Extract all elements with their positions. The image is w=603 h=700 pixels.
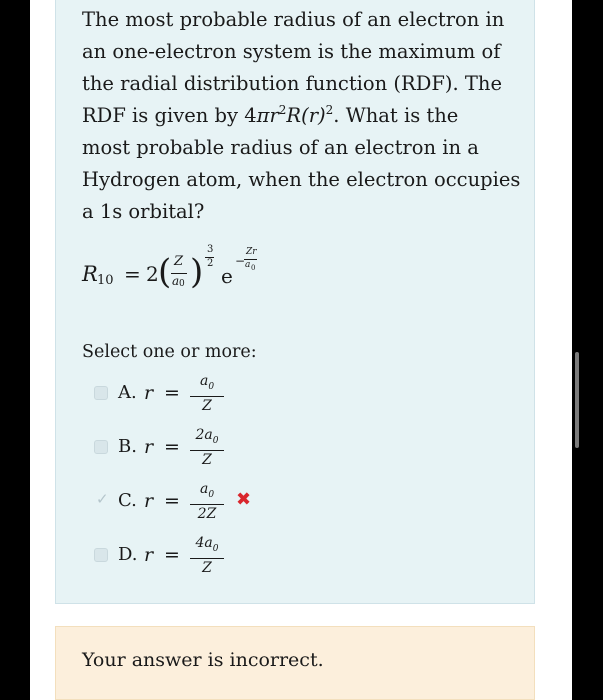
formula-minus: − [235, 254, 246, 268]
question-line-1: The most probable radius of an electron in [82, 8, 505, 31]
formula-exp2-denominator: a [245, 260, 251, 270]
formula-right-paren: ) [190, 252, 204, 292]
option-c[interactable] [94, 480, 394, 524]
question-line-4-pre: RDF is given by 4 [82, 104, 257, 127]
incorrect-cross-icon: ✖ [236, 489, 252, 510]
r-exponent: 2 [278, 103, 287, 117]
feedback-panel [55, 626, 535, 700]
option-b-num-a: 2a [195, 427, 213, 443]
option-c-num-a: a [199, 481, 209, 497]
option-b-equals: = [164, 436, 180, 458]
formula-left-paren: ( [158, 252, 172, 292]
option-a[interactable] [94, 372, 394, 416]
option-b-numerator [190, 426, 224, 451]
formula-exp2-numerator: Zr [246, 247, 257, 257]
option-d-denominator: Z [202, 559, 212, 576]
option-d-num-sub: 0 [212, 543, 219, 554]
formula-exp2-denominator-subscript: 0 [251, 264, 256, 272]
select-label: Select one or more: [82, 342, 257, 362]
option-b-fraction [190, 426, 224, 469]
formula-R: R [82, 262, 98, 286]
formula-e: e [221, 264, 233, 288]
question-line-4-post: . What is the [333, 104, 459, 127]
feedback-text: Your answer is incorrect. [82, 649, 324, 671]
option-d-equals: = [164, 544, 180, 566]
option-d-r: r [144, 544, 154, 566]
option-a-numerator [190, 372, 224, 397]
option-c-equals: = [164, 490, 180, 512]
option-d-num-a: 4a [195, 535, 213, 551]
option-b-r: r [144, 436, 154, 458]
option-d-checkbox[interactable] [94, 548, 108, 562]
option-c-numerator [190, 480, 224, 505]
option-c-letter: C. [118, 490, 137, 511]
option-a-denominator: Z [202, 397, 212, 414]
formula-frac-a-subscript: 0 [179, 279, 185, 289]
formula-exponent-denominator: 2 [207, 258, 214, 269]
question-line-5: most probable radius of an electron in a [82, 136, 479, 159]
option-d[interactable] [94, 534, 394, 578]
question-line-7: a 1s orbital? [82, 200, 205, 223]
option-a-fraction [190, 372, 224, 415]
option-b-num-sub: 0 [212, 435, 219, 446]
formula-frac-a: a [172, 274, 180, 288]
option-b-letter: B. [118, 436, 137, 457]
option-a-checkbox[interactable] [94, 386, 108, 400]
question-line-6: Hydrogen atom, when the electron occupies [82, 168, 521, 191]
formula-frac-Z: Z [174, 254, 184, 269]
option-a-num-a: a [199, 373, 209, 389]
option-b[interactable] [94, 426, 394, 470]
r-symbol: r [269, 104, 279, 127]
scrollbar-thumb[interactable] [575, 352, 579, 448]
formula-R-subscript: 10 [97, 273, 114, 288]
pi-symbol: π [256, 104, 270, 127]
option-b-denominator: Z [202, 451, 212, 468]
option-a-r: r [144, 382, 154, 404]
option-d-fraction [190, 534, 224, 577]
R-symbol: R [286, 104, 302, 127]
question-panel [55, 0, 535, 604]
option-c-num-sub: 0 [208, 489, 215, 500]
question-text [82, 4, 522, 228]
option-d-letter: D. [118, 544, 138, 565]
question-line-4 [82, 100, 522, 132]
question-line-3: the radial distribution function (RDF). The [82, 72, 502, 95]
option-d-numerator [190, 534, 224, 559]
formula-coefficient: 2 [146, 262, 159, 286]
formula-exponent-numerator: 3 [207, 244, 214, 255]
option-c-r: r [144, 490, 154, 512]
radial-wavefunction-formula [82, 244, 382, 302]
option-c-fraction [190, 480, 224, 523]
question-line-2: an one-electron system is the maximum of [82, 40, 501, 63]
option-a-equals: = [164, 382, 180, 404]
option-a-letter: A. [118, 382, 137, 403]
option-a-num-sub: 0 [208, 381, 215, 392]
formula-equals: = [124, 262, 141, 286]
option-c-check-icon[interactable]: ✓ [96, 490, 109, 508]
option-c-denominator: 2Z [197, 505, 217, 522]
R-exponent: 2 [325, 103, 334, 117]
R-argument: (r) [301, 104, 326, 127]
option-b-checkbox[interactable] [94, 440, 108, 454]
